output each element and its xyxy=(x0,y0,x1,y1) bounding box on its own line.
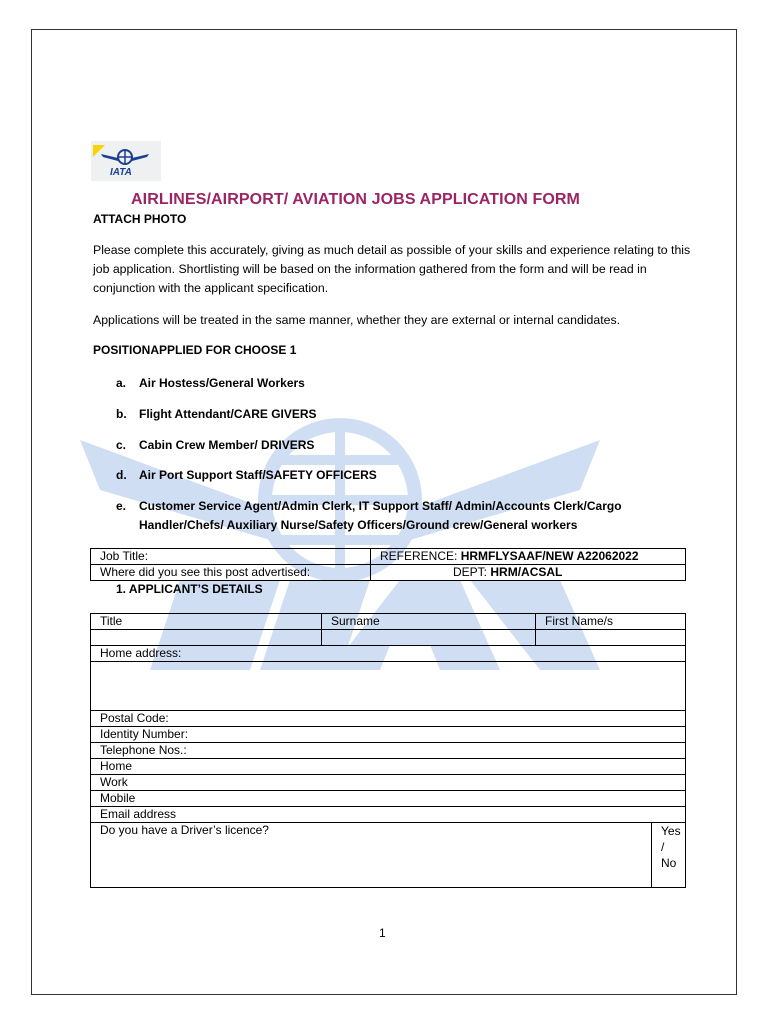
surname-header xyxy=(322,614,536,630)
firstname-header xyxy=(536,614,686,630)
identity-number-cell[interactable] xyxy=(91,727,686,743)
option-marker: d. xyxy=(116,468,127,482)
yes-option[interactable]: Yes xyxy=(661,824,681,838)
home-address-label-cell xyxy=(91,646,686,662)
svg-text:IATA: IATA xyxy=(110,167,132,178)
yes-no-cell[interactable] xyxy=(652,823,686,888)
page-number: 1 xyxy=(379,926,386,940)
form-title: AIRLINES/AIRPORT/ AVIATION JOBS APPLICATION FORM xyxy=(131,191,580,208)
option-text: Cabin Crew Member/ DRIVERS xyxy=(139,438,315,452)
postal-code-label: Postal Code: xyxy=(100,711,169,725)
attach-photo-label: ATTACH PHOTO xyxy=(93,212,187,226)
surname-label: Surname xyxy=(331,614,380,628)
email-cell[interactable] xyxy=(91,807,686,823)
option-marker: a. xyxy=(116,376,127,390)
title-label: Title xyxy=(100,614,123,628)
firstname-label: First Name/s xyxy=(545,614,614,628)
mobile-phone-cell[interactable] xyxy=(91,791,686,807)
dept-label: DEPT: xyxy=(453,565,488,579)
applicant-details-heading: 1. APPLICANT’S DETAILS xyxy=(116,582,263,596)
job-title-cell[interactable] xyxy=(91,549,371,565)
option-text: Flight Attendant/CARE GIVERS xyxy=(139,407,317,421)
dept-value: HRM/ACSAL xyxy=(490,565,563,579)
title-input-cell[interactable] xyxy=(91,630,322,646)
surname-input-cell[interactable] xyxy=(322,630,536,646)
home-phone-label: Home xyxy=(100,759,133,773)
job-info-table xyxy=(90,548,686,581)
option-text: Air Hostess/General Workers xyxy=(139,376,305,390)
option-text: Air Port Support Staff/SAFETY OFFICERS xyxy=(139,468,377,482)
position-applied-label: POSITIONAPPLIED FOR CHOOSE 1 xyxy=(93,343,297,357)
work-phone-label: Work xyxy=(100,775,128,789)
job-title-label: Job Title: xyxy=(100,549,149,563)
work-phone-cell[interactable] xyxy=(91,775,686,791)
option-marker: e. xyxy=(116,499,127,513)
email-label: Email address xyxy=(100,807,177,821)
title-header xyxy=(91,614,322,630)
slash-separator: / xyxy=(661,840,665,854)
option-text: Customer Service Agent/Admin Clerk, IT Support Staff/ Admin/Accounts Clerk/Cargo Handler/Chefs/ Auxiliary Nurse/Safety Officers/Ground crew/General workers xyxy=(139,499,622,532)
no-option[interactable]: No xyxy=(661,856,677,870)
home-address-label: Home address: xyxy=(100,646,182,660)
dept-cell[interactable] xyxy=(371,565,686,581)
intro-paragraph-1: Please complete this accurately, giving as much detail as possible of your skills and experience relating to this job application. Shortlisting will be based on the information gathered from the form and will be read in conjunction with the applicant specification. xyxy=(93,243,691,295)
reference-label: REFERENCE: xyxy=(380,549,458,563)
identity-number-label: Identity Number: xyxy=(100,727,189,741)
reference-cell[interactable] xyxy=(371,549,686,565)
drivers-licence-label: Do you have a Driver’s licence? xyxy=(100,823,269,837)
mobile-phone-label: Mobile xyxy=(100,791,136,805)
telephone-label: Telephone Nos.: xyxy=(100,743,187,757)
firstname-input-cell[interactable] xyxy=(536,630,686,646)
telephone-cell xyxy=(91,743,686,759)
home-address-input-cell[interactable] xyxy=(91,662,686,711)
drivers-licence-cell xyxy=(91,823,652,888)
reference-value: HRMFLYSAAF/NEW A22062022 xyxy=(460,549,639,563)
option-marker: c. xyxy=(116,438,127,452)
intro-paragraph-2: Applications will be treated in the same manner, whether they are external or internal candidates. xyxy=(93,313,621,327)
where-advertised-label: Where did you see this post advertised: xyxy=(100,565,311,579)
home-phone-cell[interactable] xyxy=(91,759,686,775)
applicant-details-table xyxy=(90,613,686,888)
option-marker: b. xyxy=(116,407,127,421)
postal-code-cell[interactable] xyxy=(91,711,686,727)
where-advertised-cell[interactable] xyxy=(91,565,371,581)
